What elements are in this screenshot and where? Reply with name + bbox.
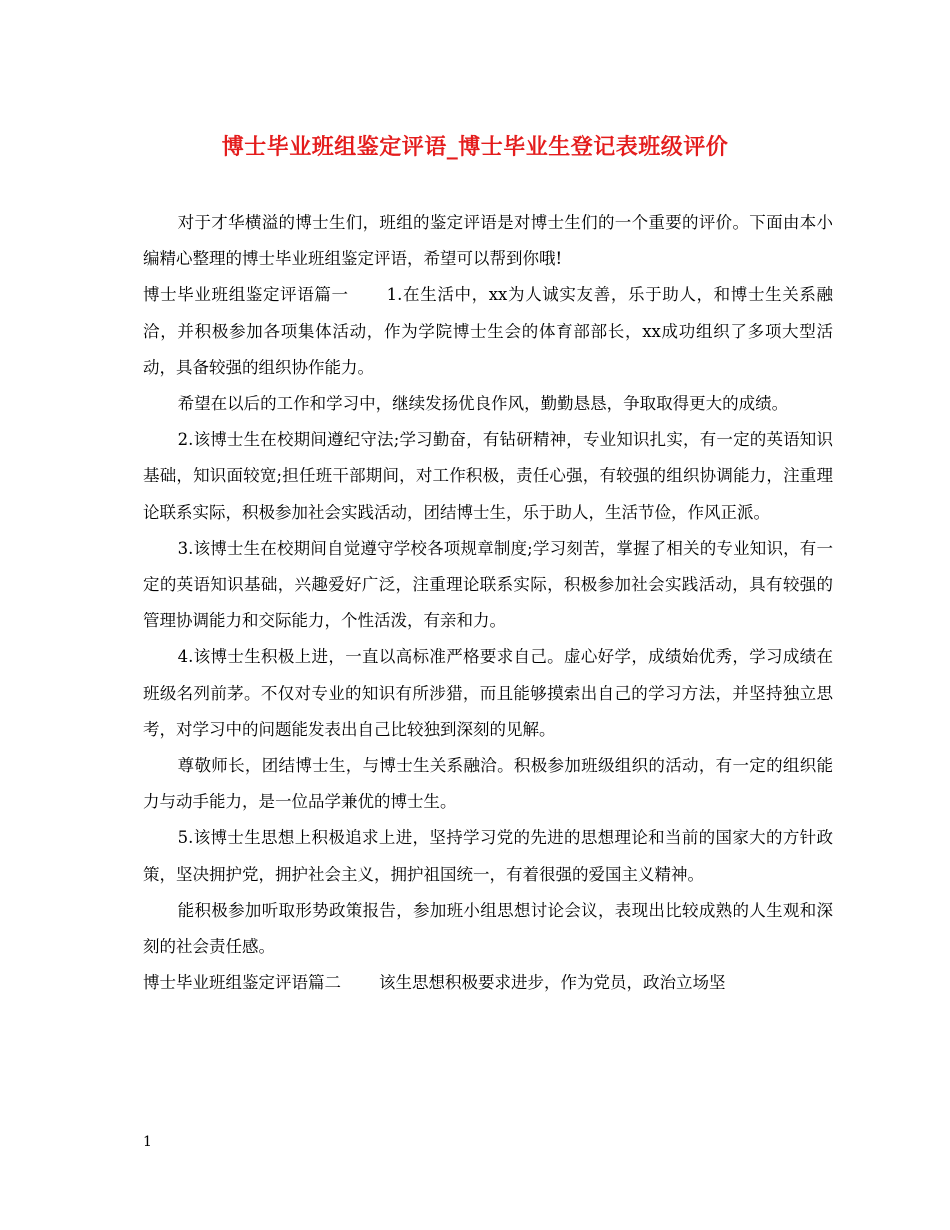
page-number: 1 bbox=[143, 1134, 152, 1150]
section2-first-paragraph bbox=[143, 965, 833, 1001]
section1-item1: 1.在生活中，xx为人诚实友善，乐于助人，和博士生关系融洽，并积极参加各项集体活动，作为学院博士生会的体育部部长，xx成功组织了多项大型活动，具备较强的组织协作能力。 bbox=[143, 285, 833, 377]
section1-heading: 博士毕业班组鉴定评语篇一 bbox=[143, 285, 349, 305]
section1-item4-continuation: 尊敬师长，团结博士生，与博士生关系融洽。积极参加班级组织的活动，有一定的组织能力与动手能力，是一位品学兼优的博士生。 bbox=[143, 756, 833, 812]
intro-paragraph: 对于才华横溢的博士生们，班组的鉴定评语是对博士生们的一个重要的评价。下面由本小编精心整理的博士毕业班组鉴定评语，希望可以帮到你哦! bbox=[143, 213, 833, 269]
section1-item4: 4.该博士生积极上进，一直以高标准严格要求自己。虚心好学，成绩始优秀，学习成绩在班级名列前茅。不仅对专业的知识有所涉猎，而且能够摸索出自己的学习方法，并坚持独立思考，对学习中的问题能发表出自己比较独到深刻的见解。 bbox=[143, 647, 833, 739]
document-title: 博士毕业班组鉴定评语_博士毕业生登记表班级评价 bbox=[221, 134, 729, 160]
section2-start: 该生思想积极要求进步，作为党员，政治立场坚 bbox=[379, 973, 726, 993]
section1-item1-continuation: 希望在以后的工作和学习中，继续发扬优良作风，勤勤恳恳，争取取得更大的成绩。 bbox=[177, 394, 789, 414]
section1-item3: 3.该博士生在校期间自觉遵守学校各项规章制度;学习刻苦，掌握了相关的专业知识，有一定的英语知识基础，兴趣爱好广泛，注重理论联系实际，积极参加社会实践活动，具有较强的管理协调能力和交际能力，个性活泼，有亲和力。 bbox=[143, 538, 833, 631]
section1-item5: 5.该博士生思想上积极追求上进，坚持学习党的先进的思想理论和当前的国家大的方针政策，坚决拥护党，拥护社会主义，拥护祖国统一，有着很强的爱国主义精神。 bbox=[143, 828, 833, 884]
section2-heading: 博士毕业班组鉴定评语篇二 bbox=[143, 973, 341, 993]
document-body bbox=[143, 205, 833, 1001]
section1-first-paragraph bbox=[143, 277, 833, 386]
section1-item2: 2.该博士生在校期间遵纪守法;学习勤奋，有钻研精神，专业知识扎实，有一定的英语知识基础，知识面较宽;担任班干部期间，对工作积极，责任心强，有较强的组织协调能力，注重理论联系实际，积极参加社会实践活动，团结博士生，乐于助人，生活节俭，作风正派。 bbox=[143, 430, 833, 522]
section1-item5-continuation: 能积极参加听取形势政策报告，参加班小组思想讨论会议，表现出比较成熟的人生观和深刻的社会责任感。 bbox=[143, 900, 833, 957]
